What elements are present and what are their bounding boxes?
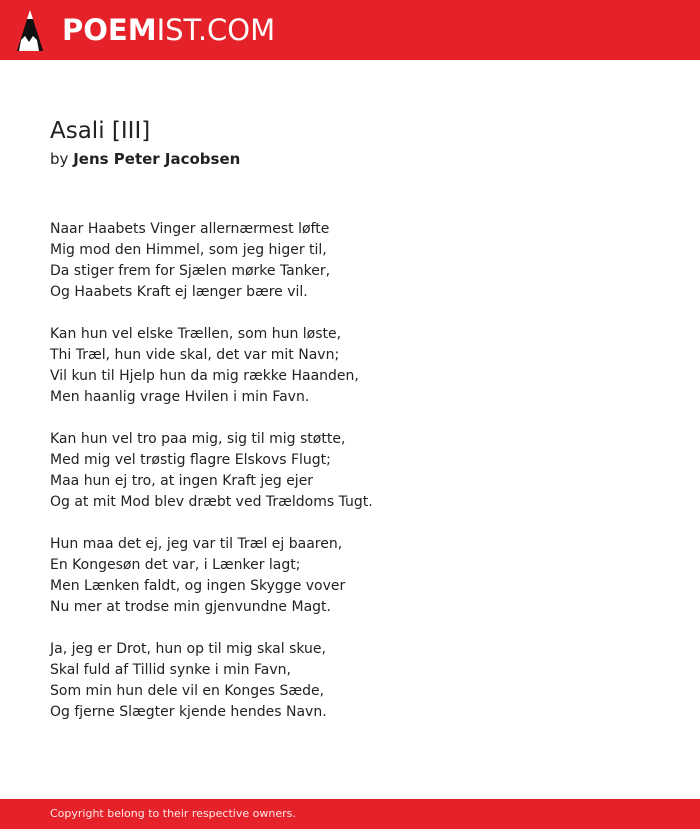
poem-line: Kan hun vel elske Trællen, som hun løste,: [50, 326, 342, 342]
by-label: by: [50, 150, 69, 168]
poem-body: [50, 219, 650, 744]
poem-line: Men haanlig vrage Hvilen i min Favn.: [50, 389, 310, 405]
poem-title: Asali [III]: [50, 118, 151, 144]
poem-line: Og fjerne Slægter kjende hendes Navn.: [50, 704, 327, 720]
logo-text-bold: POEM: [62, 13, 157, 47]
poem-line: Kan hun vel tro paa mig, sig til mig støtte,: [50, 431, 346, 447]
poem-line: Mig mod den Himmel, som jeg higer til,: [50, 242, 327, 258]
author-name[interactable]: Jens Peter Jacobsen: [73, 150, 241, 168]
poem-line: Skal fuld af Tillid synke i min Favn,: [50, 662, 291, 678]
byline: [50, 149, 240, 169]
poem-line: Vil kun til Hjelp hun da mig række Haanden,: [50, 368, 359, 384]
poem-line: Thi Træl, hun vide skal, det var mit Navn;: [50, 347, 340, 363]
stanza: [50, 429, 650, 513]
site-footer: [0, 799, 700, 829]
pencil-icon[interactable]: [17, 10, 43, 51]
logo-text-light: IST.COM: [156, 13, 276, 47]
poem-line: Naar Haabets Vinger allernærmest løfte: [50, 221, 330, 237]
site-logo-link[interactable]: [62, 12, 275, 48]
copyright-text: Copyright belong to their respective owners.: [50, 807, 296, 820]
poem-line: Som min hun dele vil en Konges Sæde,: [50, 683, 325, 699]
stanza: [50, 219, 650, 303]
site-header: [0, 0, 700, 60]
stanza: [50, 639, 650, 723]
poem-line: Da stiger frem for Sjælen mørke Tanker,: [50, 263, 331, 279]
poem-line: Med mig vel trøstig flagre Elskovs Flugt;: [50, 452, 331, 468]
poem-line: Ja, jeg er Drot, hun op til mig skal skue,: [50, 641, 326, 657]
stanza: [50, 534, 650, 618]
poem-line: Men Lænken faldt, og ingen Skygge vover: [50, 578, 346, 594]
poem-line: Og at mit Mod blev dræbt ved Trældoms Tugt.: [50, 494, 373, 510]
poem-line: Maa hun ej tro, at ingen Kraft jeg ejer: [50, 473, 314, 489]
stanza: [50, 324, 650, 408]
poem-line: Nu mer at trodse min gjenvundne Magt.: [50, 599, 331, 615]
poem-line: En Kongesøn det var, i Lænker lagt;: [50, 557, 301, 573]
poem-line: Og Haabets Kraft ej længer bære vil.: [50, 284, 308, 300]
poem-line: Hun maa det ej, jeg var til Træl ej baaren,: [50, 536, 343, 552]
